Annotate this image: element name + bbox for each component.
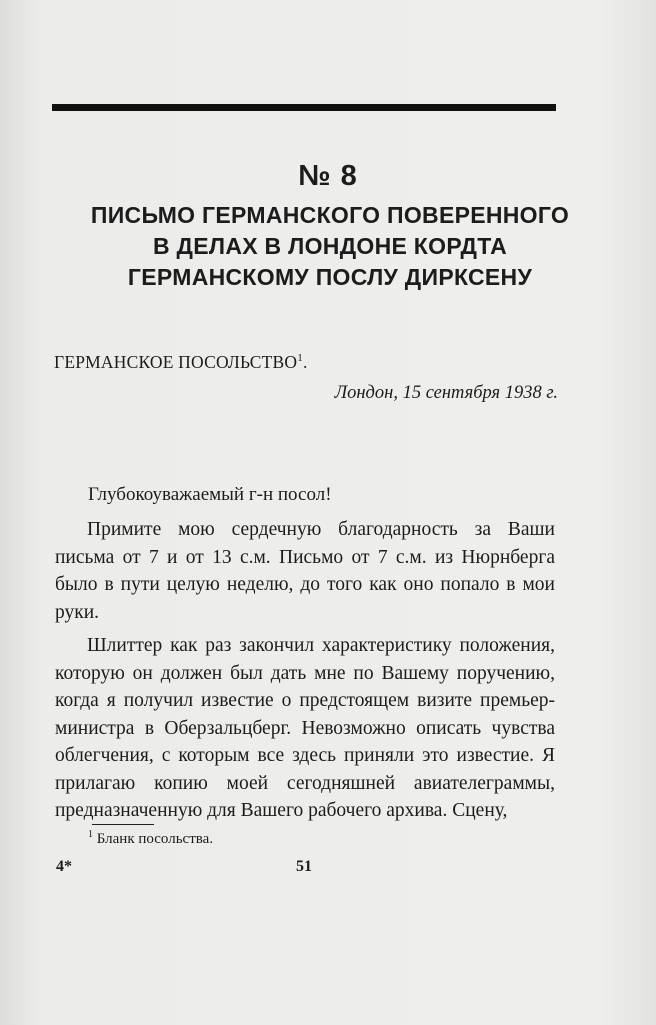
- embassy-letterhead: ГЕРМАНСКОЕ ПОСОЛЬСТВО$^1$.: [54, 352, 308, 372]
- footnote-mark: 1: [88, 829, 93, 840]
- document-number: № 8: [298, 160, 358, 192]
- header-rule: [52, 104, 556, 111]
- paragraph: Примите мою сердечную благодарность за Ваши письма от 7 и от 13 с.м. Письмо от 7 с.м. из Нюрнберга было в пути целую неделю, до того как оно попало в мои руки.: [55, 519, 555, 623]
- footnote-marker: 1: [297, 352, 303, 365]
- letter-body: [55, 516, 555, 831]
- footnote: [88, 829, 213, 848]
- title-line: В ДЕЛАХ В ЛОНДОНЕ КОРДТА: [152, 233, 508, 259]
- paragraph: Шлиттер как раз закончил характеристику положения, которую он должен был дать мне по Вашему поручению, когда я получил известие о предстоящем визите премьер-министра в Оберзальцберг. Невозможно описать чувства облегчения, с которым все здесь приняли это известие. Я прилагаю копию моей сегодняшней авиателеграммы, предназначенную для Вашего рабочего архива. Сцену,: [55, 635, 555, 821]
- place-date: Лондон, 15 сентября 1938 г.: [334, 383, 558, 403]
- embassy-name: ГЕРМАНСКОЕ ПОСОЛЬСТВО: [54, 352, 298, 372]
- document-title: [60, 200, 600, 293]
- page-number: 51: [296, 858, 312, 875]
- footnote-text: Бланк посольства.: [96, 831, 214, 847]
- salutation: Глубокоуважаемый г-н посол!: [88, 484, 332, 505]
- title-line: ГЕРМАНСКОМУ ПОСЛУ ДИРКСЕНУ: [127, 264, 533, 290]
- title-line: ПИСЬМО ГЕРМАНСКОГО ПОВЕРЕННОГО: [90, 202, 570, 228]
- footnote-rule: [92, 824, 154, 825]
- signature-mark: 4*: [56, 858, 72, 875]
